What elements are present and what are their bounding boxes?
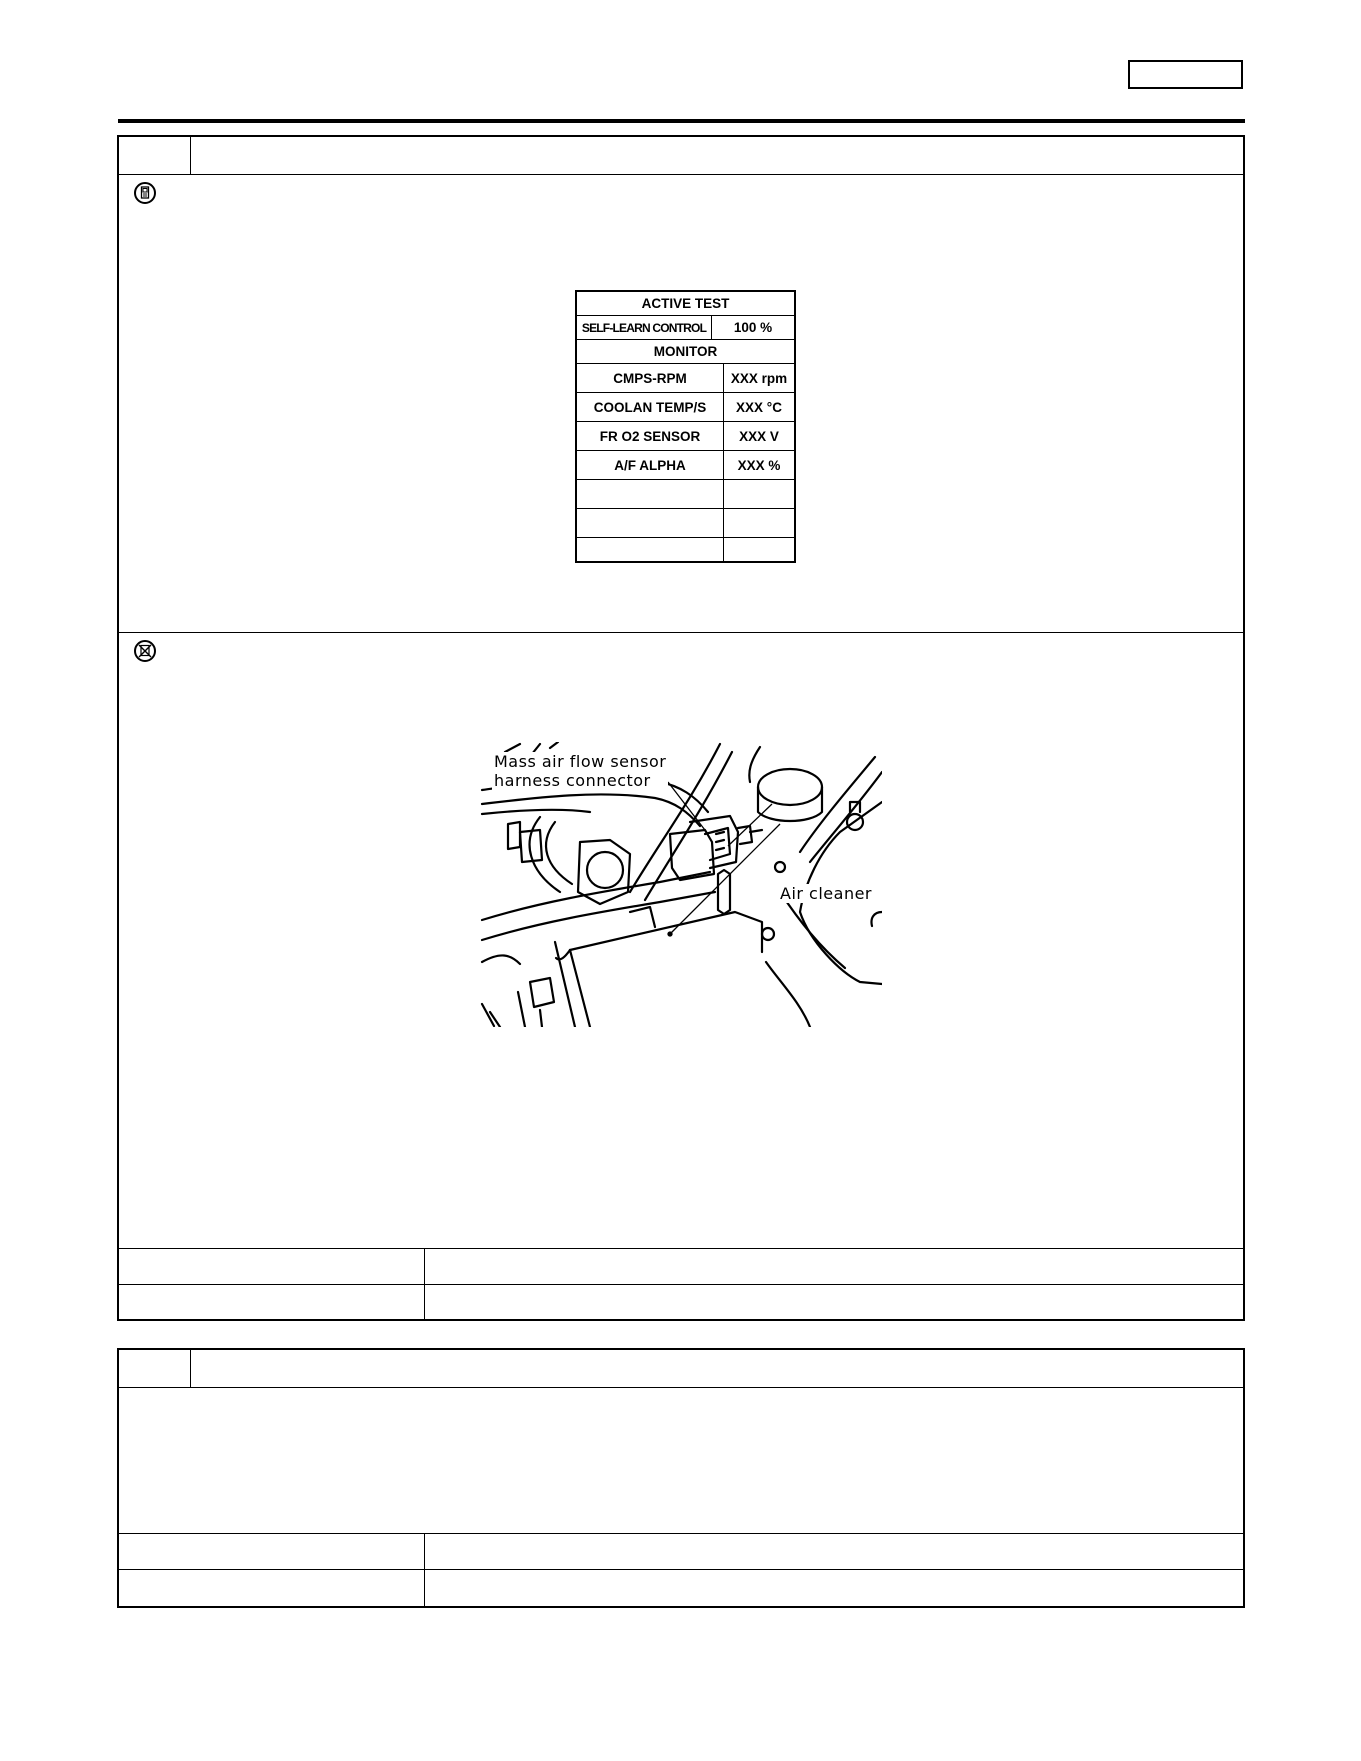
monitor-item-name: A/F ALPHA — [577, 451, 724, 479]
self-learn-control-label: SELF-LEARN CONTROL — [577, 316, 712, 339]
consult-tool-icon — [134, 182, 156, 204]
no-tools-icon — [134, 640, 156, 662]
step-1-title-divider — [119, 174, 1243, 175]
monitor-item-name — [577, 509, 724, 537]
step-1-result-divider-2 — [119, 1284, 1243, 1285]
consult-active-test-screen — [575, 290, 796, 563]
step-2-result-divider-2 — [119, 1569, 1243, 1570]
monitor-item-value — [724, 509, 794, 537]
monitor-label: MONITOR — [653, 344, 718, 359]
monitor-item-name: FR O2 SENSOR — [577, 422, 724, 450]
monitor-row-empty — [577, 538, 794, 562]
monitor-item-name — [577, 480, 724, 508]
maf-connector-label — [492, 752, 668, 790]
step-2-number-divider — [190, 1350, 191, 1388]
step-1-number-divider — [190, 137, 191, 175]
maf-connector-label-line1: Mass air flow sensor — [494, 752, 667, 771]
with-consult-divider — [119, 632, 1243, 633]
step-1-result-divider-1 — [119, 1248, 1243, 1249]
step-1-result-column-divider — [424, 1249, 425, 1319]
monitor-header — [577, 340, 794, 364]
monitor-row — [577, 364, 794, 393]
monitor-item-value: XXX °C — [736, 399, 782, 415]
engine-compartment-illustration — [480, 742, 882, 1027]
self-learn-control-value: 100 % — [733, 320, 773, 335]
monitor-item-value — [724, 538, 794, 562]
monitor-row-empty — [577, 509, 794, 538]
monitor-row — [577, 451, 794, 480]
air-cleaner-label: Air cleaner — [780, 884, 873, 903]
monitor-row — [577, 422, 794, 451]
monitor-item-name: CMPS-RPM — [577, 364, 724, 392]
active-test-label: ACTIVE TEST — [641, 296, 730, 311]
monitor-row — [577, 393, 794, 422]
step-2-result-column-divider — [424, 1534, 425, 1606]
maf-connector-label-line2: harness connector — [494, 771, 651, 790]
header-rule — [118, 119, 1245, 123]
active-test-header — [577, 292, 794, 316]
monitor-row-empty — [577, 480, 794, 509]
monitor-item-name: COOLAN TEMP/S — [577, 393, 724, 421]
section-code-box — [1128, 60, 1243, 89]
step-2-result-divider-1 — [119, 1533, 1243, 1534]
monitor-item-value — [724, 480, 794, 508]
monitor-item-value: XXX V — [739, 428, 779, 444]
monitor-item-value: XXX % — [737, 457, 781, 473]
step-2-title-divider — [119, 1387, 1243, 1388]
monitor-item-value: XXX rpm — [730, 370, 788, 386]
monitor-item-name — [577, 538, 724, 562]
self-learn-row — [577, 316, 794, 340]
